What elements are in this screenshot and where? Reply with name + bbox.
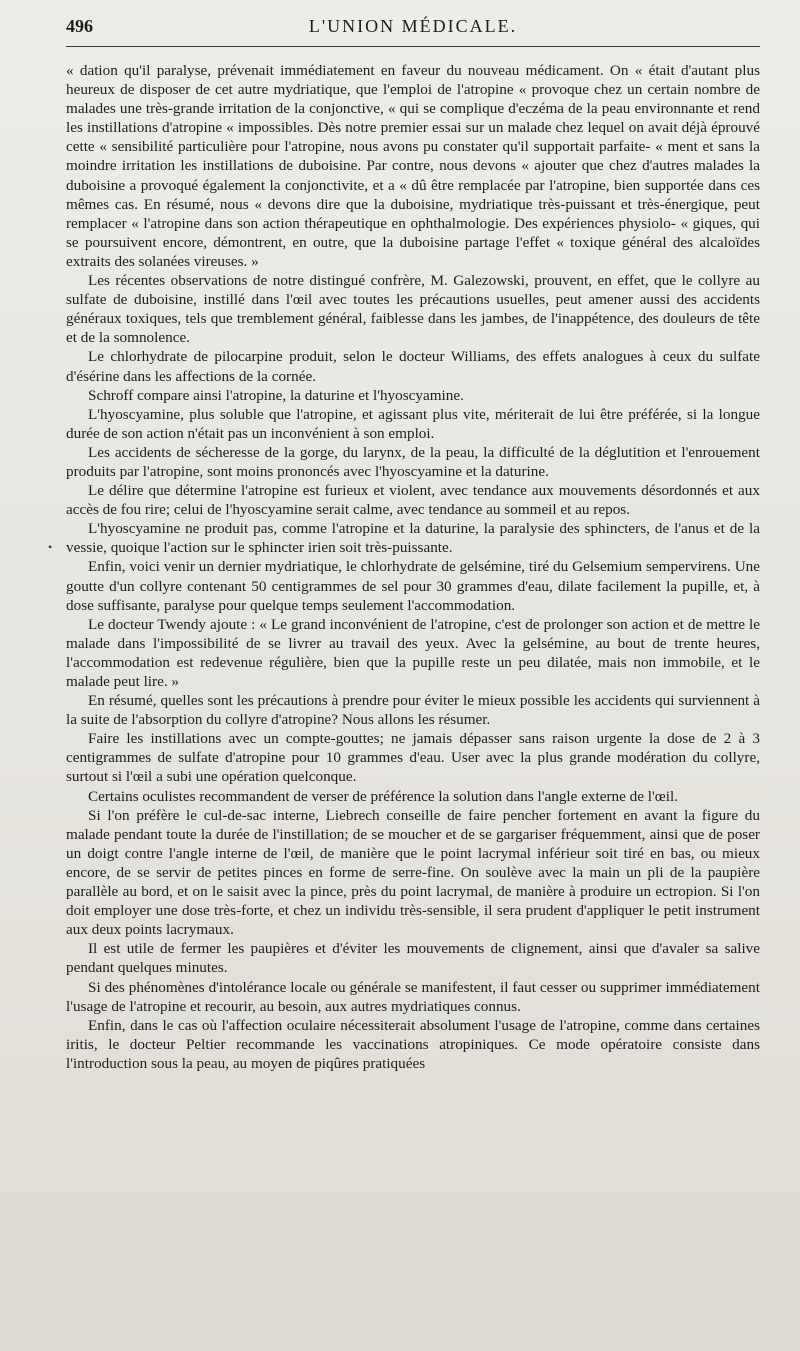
paragraph: Les récentes observations de notre distingué confrère, M. Galezowski, prouvent, en effet, que le collyre au sulfate de duboisine, instillé dans l'œil avec toutes les précautions usuelles, peut amener aussi des accidents généraux toxiques, tels que tremblement général, faiblesse dans les jambes, de l'inappétence, des douleurs de tête et de la somnolence.: [66, 272, 760, 347]
paragraph: Certains oculistes recommandent de verser de préférence la solution dans l'angle externe de l'œil.: [88, 787, 678, 805]
paragraph: Le docteur Twendy ajoute : « Le grand inconvénient de l'atropine, c'est de prolonger son action et de mettre le malade dans l'impossibilité de se livrer au travail des yeux. Avec la gelsémine, au bout de trente heures, l'accommodation est redevenue régulière, bien que la pupille reste un peu dilatée, mais non immobile, et le malade peut lire. »: [66, 615, 760, 690]
paragraph: Enfin, voici venir un dernier mydriatique, le chlorhydrate de gelsémine, tiré du Gelsemium sempervirens. Une goutte d'un collyre contenant 50 centigrammes de sel pour 30 grammes d'eau, dilate facilement la pupille, et, à dose suffisante, paralyse pour quelque temps seulement l'accommodation.: [66, 558, 760, 614]
paragraph: Si l'on préfère le cul-de-sac interne, Liebrech conseille de faire pencher fortement en avant la figure du malade pendant toute la durée de l'instillation; de se moucher et de se gargariser fréquemment, ainsi que de poser un doigt contre l'angle interne de l'œil, de manière que le point lacrymal inférieur soit tiré en bas, ou mieux encore, de se servir de petites pinces en forme de serre-fine. On soulève avec la main un pli de la paupière parallèle au bord, et on le saisit avec la pince, près du point lacrymal, de manière à produire un ectropion. Si l'on doit employer une dose très-forte, et chez un individu très-sensible, il sera prudent d'appliquer le petit instrument aux deux points lacrymaux.: [66, 806, 760, 939]
paragraph: L'hyoscyamine, plus soluble que l'atropine, et agissant plus vite, mériterait de lui être préférée, si la longue durée de son action n'était pas un inconvénient à son emploi.: [66, 405, 760, 442]
paragraph: Il est utile de fermer les paupières et d'éviter les mouvements de clignement, ainsi que d'avaler sa salive pendant quelques minutes.: [66, 940, 760, 977]
paragraph: En résumé, quelles sont les précautions à prendre pour éviter le mieux possible les accidents qui surviennent à la suite de l'absorption du collyre d'atropine? Nous allons les résumer.: [66, 692, 760, 729]
paragraph: Les accidents de sécheresse de la gorge, du larynx, de la peau, la difficulté de la déglutition et l'enrouement produits par l'atropine, sont moins prononcés avec l'hyoscyamine et la daturine.: [66, 443, 760, 480]
margin-bullet-mark: •: [48, 540, 53, 554]
paragraph: Le délire que détermine l'atropine est furieux et violent, avec tendance aux mouvements désordonnés et aux accès de fou rire; celui de l'hyoscyamine serait calme, avec tendance au sommeil et au repos.: [66, 482, 760, 519]
paragraph: Schroff compare ainsi l'atropine, la daturine et l'hyoscyamine.: [88, 386, 464, 404]
paragraph-quote-continuation: « dation qu'il paralyse, prévenait immédiatement en faveur du nouveau médicament. On « était d'autant plus heureux de disposer de cet autre mydriatique, que l'emploi de l'atropine « provoque chez un certain nombre de malades une très-grande irritation de la conjonctive, « qui se complique d'eczéma de la peau environnante et rend les instillations d'atropine « impossibles. Dès notre premier essai sur un malade chez lequel on avait déjà éprouvé cette « sensibilité particulière pour l'atropine, nous avons pu constater qu'il supportait parfaite- « ment et sans la moindre irritation les instillations de duboisine. Par contre, nous devons « ajouter que chez d'autres malades la duboisine a provoqué également la conjonctivite, et a « dû être remplacée par l'atropine, bien supportée dans ces mêmes cas. En résumé, nous « devons dire que la duboisine, mydriatique très-puissant et très-énergique, peut remplacer « l'atropine dans son action thérapeutique en ophthalmologie. Des expériences physiolo- « giques, qui se poursuivent encore, démontrent, en outre, que la duboisine partage l'effet « toxique général des alcaloïdes extraits des solanées vireuses. »: [66, 62, 760, 270]
paragraph: Le chlorhydrate de pilocarpine produit, selon le docteur Williams, des effets analogues à ceux du sulfate d'ésérine dans les affections de la cornée.: [66, 348, 760, 385]
paragraph: Si des phénomènes d'intolérance locale ou générale se manifestent, il faut cesser ou supprimer immédiatement l'usage de l'atropine et recourir, au besoin, aux autres mydriatiques connus.: [66, 978, 760, 1015]
running-title: L'UNION MÉDICALE.: [308, 16, 518, 36]
page-number: 496: [66, 16, 93, 36]
page-header: [66, 16, 760, 47]
paragraph: L'hyoscyamine ne produit pas, comme l'atropine et la daturine, la paralysie des sphincters, de l'anus et de la vessie, quoique l'action sur le sphincter irien soit très-puissante.: [66, 520, 760, 557]
body-text: [66, 61, 760, 1073]
paragraph: Faire les instillations avec un compte-gouttes; ne jamais dépasser sans raison urgente la dose de 2 à 3 centigrammes de sulfate d'atropine pour 10 grammes d'eau. User avec la plus grande modération du collyre, surtout si l'œil a subi une opération quelconque.: [66, 730, 760, 786]
paragraph: Enfin, dans le cas où l'affection oculaire nécessiterait absolument l'usage de l'atropine, comme dans certaines iritis, le docteur Peltier recommande les vaccinations atropiniques. Ce mode opératoire consiste dans l'introduction sous la peau, au moyen de piqûres pratiquées: [66, 1016, 760, 1072]
